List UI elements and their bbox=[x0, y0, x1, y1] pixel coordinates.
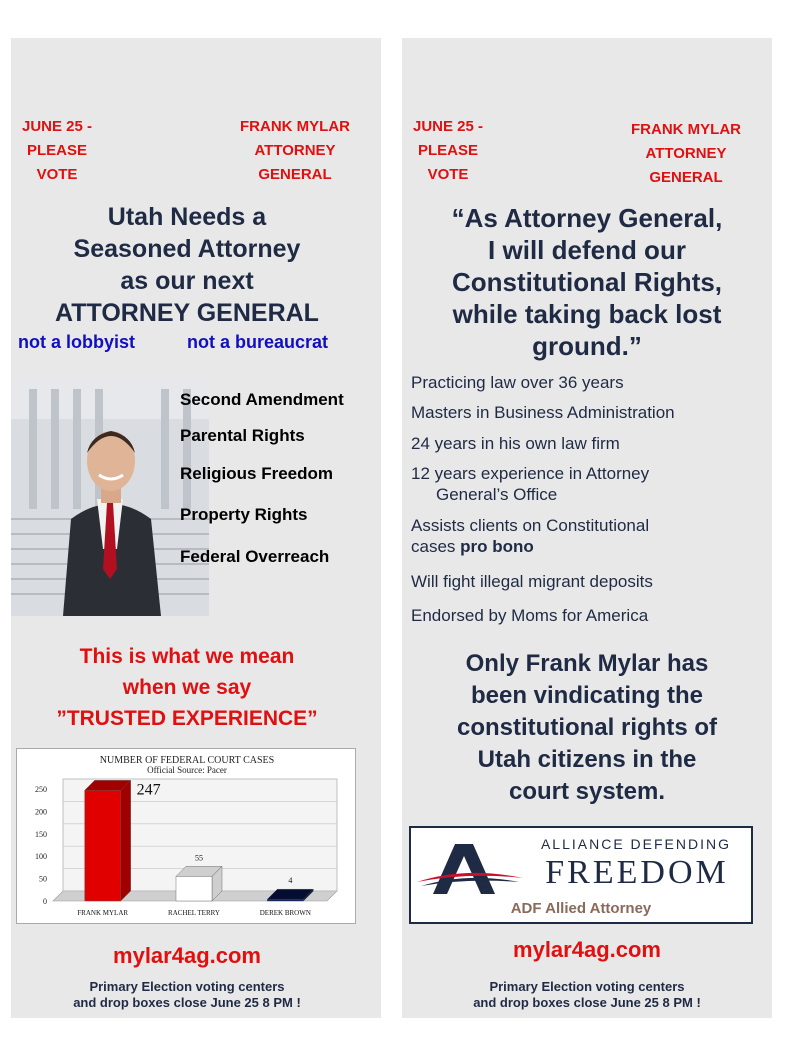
candidate-photo bbox=[11, 379, 209, 616]
bar-chart bbox=[17, 749, 355, 923]
credential-item: Masters in Business Administration bbox=[411, 403, 675, 422]
x-category-label: RACHEL TERRY bbox=[168, 909, 220, 917]
x-category-label: DEREK BROWN bbox=[259, 909, 311, 917]
vote-reminder: JUNE 25 - PLEASE VOTE bbox=[21, 118, 93, 183]
credential-item: Will fight illegal migrant deposits bbox=[411, 572, 653, 591]
adf-freedom-wordmark: FREEDOM bbox=[545, 854, 729, 891]
website-link[interactable]: mylar4ag.com bbox=[513, 937, 661, 962]
issue-item: Parental Rights bbox=[180, 426, 305, 445]
y-tick-label: 200 bbox=[35, 807, 47, 817]
court-cases-chart bbox=[16, 748, 356, 924]
website-link[interactable]: mylar4ag.com bbox=[113, 943, 261, 968]
y-tick-label: 50 bbox=[39, 874, 47, 884]
trusted-experience-callout: This is what we mean when we say ”TRUSTED EXPERIENCE” bbox=[56, 645, 318, 730]
chart-title: NUMBER OF FEDERAL COURT CASES bbox=[99, 755, 275, 766]
credential-item: Endorsed by Moms for America bbox=[411, 606, 649, 625]
bar-derek-brown bbox=[267, 899, 303, 901]
bar-value-label: 247 bbox=[136, 781, 161, 799]
credential-item: 24 years in his own law firm bbox=[411, 434, 620, 453]
adf-org-line: ALLIANCE DEFENDING bbox=[540, 836, 732, 852]
candidate-title: FRANK MYLAR ATTORNEY GENERAL bbox=[240, 118, 350, 183]
issue-item: Federal Overreach bbox=[180, 547, 330, 566]
vote-reminder: JUNE 25 - PLEASE VOTE bbox=[412, 118, 484, 183]
issue-item: Second Amendment bbox=[180, 390, 344, 409]
chart-subtitle: Official Source: Pacer bbox=[147, 765, 227, 775]
adf-logo-icon bbox=[415, 842, 525, 898]
bar-value-label: 55 bbox=[195, 853, 203, 863]
tag-not-lobbyist: not a lobbyist bbox=[18, 332, 135, 352]
bar-rachel-terry bbox=[176, 876, 212, 901]
candidate-title: FRANK MYLAR ATTORNEY GENERAL bbox=[631, 121, 741, 186]
bar-value-label: 4 bbox=[288, 876, 293, 886]
page-headline: Utah Needs a Seasoned Attorney as our next ATTORNEY GENERAL bbox=[55, 203, 319, 327]
candidate-quote: “As Attorney General, I will defend our Constitutional Rights, while taking back lost ground.” bbox=[451, 203, 723, 361]
x-category-label: FRANK MYLAR bbox=[77, 909, 129, 917]
vindication-statement: Only Frank Mylar has been vindicating the constitutional rights of Utah citizens in the court system. bbox=[457, 650, 717, 805]
credential-item: Practicing law over 36 years bbox=[411, 373, 624, 392]
y-tick-label: 0 bbox=[43, 897, 47, 906]
issue-item: Religious Freedom bbox=[180, 464, 334, 483]
left-panel bbox=[11, 38, 381, 1018]
issue-item: Property Rights bbox=[180, 505, 308, 524]
y-tick-label: 250 bbox=[35, 785, 47, 794]
credential-item: 12 years experience in Attorney General’s Office bbox=[411, 464, 650, 504]
y-tick-label: 150 bbox=[35, 829, 47, 839]
tag-not-bureaucrat: not a bureaucrat bbox=[187, 332, 329, 352]
y-tick-label: 100 bbox=[35, 852, 47, 862]
footer-note: Primary Election voting centers and drop boxes close June 25 8 PM ! bbox=[473, 979, 701, 1010]
adf-allied-label: ADF Allied Attorney bbox=[510, 900, 652, 917]
bar-side bbox=[121, 780, 131, 901]
footer-note: Primary Election voting centers and drop boxes close June 25 8 PM ! bbox=[73, 979, 301, 1010]
right-panel bbox=[402, 38, 772, 1018]
credential-item: Assists clients on Constitutional cases pro bono bbox=[411, 516, 650, 556]
bar-frank-mylar bbox=[85, 790, 121, 901]
adf-badge bbox=[409, 826, 753, 924]
